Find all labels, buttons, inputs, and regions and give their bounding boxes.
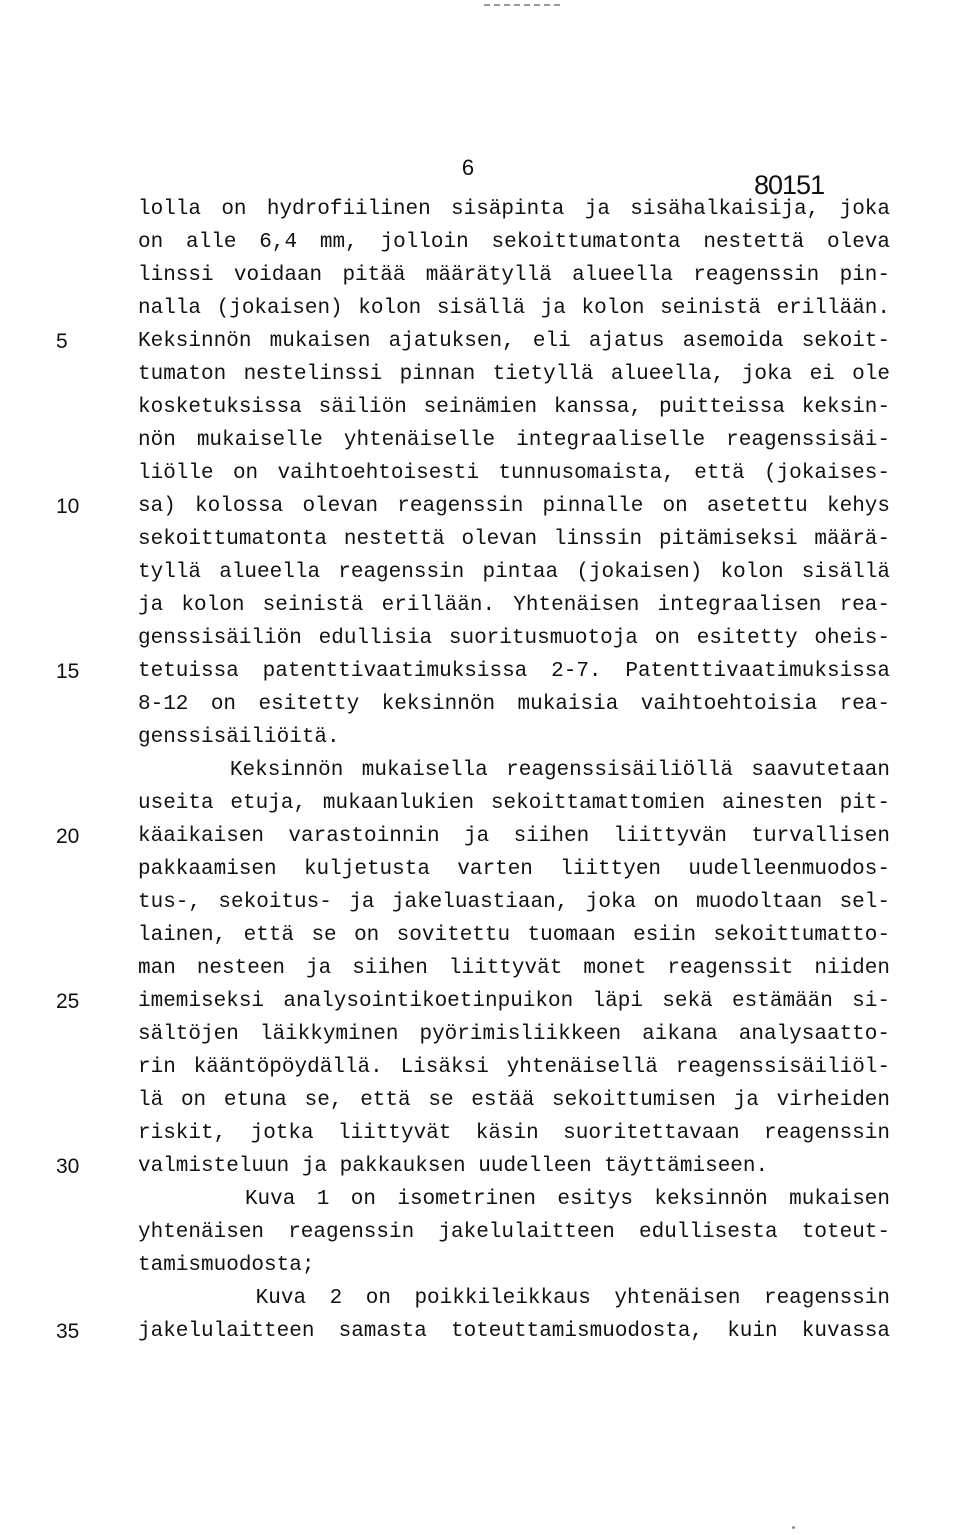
- text-line: lolla on hydrofiilinen sisäpinta ja sisähalkaisija, joka: [138, 198, 890, 221]
- line-number: 30: [56, 1155, 80, 1178]
- text-line: ja kolon seinistä erillään. Yhtenäisen integraalisen rea-: [138, 594, 890, 617]
- page-number: 6: [461, 155, 475, 180]
- text-line: nön mukaiselle yhtenäiselle integraaliselle reagenssisäi-: [138, 429, 890, 452]
- text-line: Kuva 1 on isometrinen esitys keksinnön mukaisen: [138, 1188, 890, 1211]
- text-line: rin kääntöpöydällä. Lisäksi yhtenäisellä reagenssisäiliöl-: [138, 1056, 890, 1079]
- text-line: 8-12 on esitetty keksinnön mukaisia vaihtoehtoisia rea-: [138, 693, 890, 716]
- text-line: on alle 6,4 mm, jolloin sekoittumatonta nestettä oleva: [138, 231, 890, 254]
- line-number: 5: [56, 330, 68, 353]
- text-line: tumaton nestelinssi pinnan tietyllä alueella, joka ei ole: [138, 363, 890, 386]
- text-line: linssi voidaan pitää määrätyllä alueella reagenssin pin-: [138, 264, 890, 287]
- text-line: genssisäiliöitä.: [138, 726, 340, 749]
- text-line: useita etuja, mukaanlukien sekoittamattomien ainesten pit-: [138, 792, 890, 815]
- document-reference-number: 80151: [754, 170, 825, 200]
- text-line: genssisäiliön edullisia suoritusmuotoja on esitetty oheis-: [138, 627, 890, 650]
- text-line: tus-, sekoitus- ja jakeluastiaan, joka on muodoltaan sel-: [138, 891, 890, 914]
- line-number: 15: [56, 660, 80, 683]
- text-line: sekoittumatonta nestettä olevan linssin pitämiseksi määrä-: [138, 528, 890, 551]
- scan-speck: [792, 1526, 795, 1529]
- text-line: riskit, jotka liittyvät käsin suoritettavaan reagenssin: [138, 1122, 890, 1145]
- text-line: tyllä alueella reagenssin pintaa (jokaisen) kolon sisällä: [138, 561, 890, 584]
- text-line: sältöjen läikkyminen pyörimisliikkeen aikana analysaatto-: [138, 1023, 890, 1046]
- scan-mark: [484, 4, 564, 6]
- text-line: jakelulaitteen samasta toteuttamismuodosta, kuin kuvassa: [138, 1320, 890, 1343]
- text-line: Keksinnön mukaisen ajatuksen, eli ajatus asemoida sekoit-: [138, 330, 890, 353]
- text-line: imemiseksi analysointikoetinpuikon läpi sekä estämään si-: [138, 990, 890, 1013]
- line-number: 35: [56, 1320, 80, 1343]
- line-number: 20: [56, 825, 80, 848]
- line-number: 25: [56, 990, 80, 1013]
- text-line: Keksinnön mukaisella reagenssisäiliöllä saavutetaan: [138, 759, 890, 782]
- text-line: nalla (jokaisen) kolon sisällä ja kolon seinistä erillään.: [138, 297, 890, 320]
- text-line: Kuva 2 on poikkileikkaus yhtenäisen reagenssin: [138, 1287, 890, 1310]
- text-line: liölle on vaihtoehtoisesti tunnusomaista, että (jokaises-: [138, 462, 890, 485]
- text-line: man nesteen ja siihen liittyvät monet reagenssit niiden: [138, 957, 890, 980]
- text-line: yhtenäisen reagenssin jakelulaitteen edullisesta toteut-: [138, 1221, 890, 1244]
- text-line: käaikaisen varastoinnin ja siihen liittyvän turvallisen: [138, 825, 890, 848]
- text-line: tamismuodosta;: [138, 1254, 315, 1277]
- body-text: [138, 193, 890, 1348]
- line-number: 10: [56, 495, 80, 518]
- text-line: pakkaamisen kuljetusta varten liittyen uudelleenmuodos-: [138, 858, 890, 881]
- text-line: kosketuksissa säiliön seinämien kanssa, puitteissa keksin-: [138, 396, 890, 419]
- text-line: lä on etuna se, että se estää sekoittumisen ja virheiden: [138, 1089, 890, 1112]
- text-line: tetuissa patenttivaatimuksissa 2-7. Patenttivaatimuksissa: [138, 660, 890, 683]
- text-line: lainen, että se on sovitettu tuomaan esiin sekoittumatto-: [138, 924, 890, 947]
- text-line: valmisteluun ja pakkauksen uudelleen täyttämiseen.: [138, 1155, 769, 1178]
- text-line: sa) kolossa olevan reagenssin pinnalle on asetettu kehys: [138, 495, 890, 518]
